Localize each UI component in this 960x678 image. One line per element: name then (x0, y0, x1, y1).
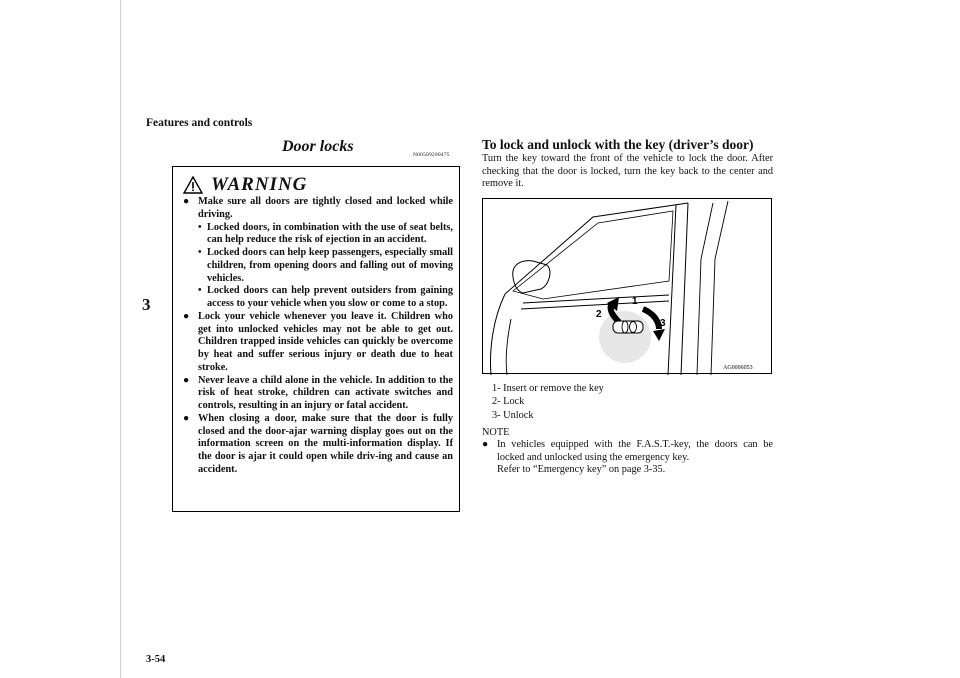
warning-box (172, 166, 460, 512)
running-header: Features and controls (146, 117, 253, 129)
bullet-icon: ● (183, 412, 190, 424)
chapter-tab-number: 3 (142, 295, 151, 314)
figure-legend (492, 382, 604, 422)
warning-body (183, 196, 453, 477)
legend-item: 2- Lock (492, 396, 525, 408)
warning-item (183, 196, 453, 311)
warning-subitem: • Locked doors can help prevent outsiders from gaining access to your vehicle when you slow or come to a stop. (198, 285, 453, 309)
warning-item (183, 413, 453, 477)
legend-item: 1- Insert or remove the key (492, 383, 604, 394)
callout-1: 1 (632, 296, 638, 307)
legend-item: 3- Unlock (492, 409, 534, 421)
warning-subitem-text: Locked doors can help keep passengers, especially small children, from opening doors and falling out of moving vehicles. (207, 247, 453, 284)
warning-subitem: • Locked doors, in combination with the use of seat belts, can help reduce the risk of ejection in an accident. (198, 221, 453, 246)
instruction-paragraph: Turn the key toward the front of the vehicle to lock the door. After checking that the door is locked, turn the key back to the center and remove it. (482, 153, 773, 190)
warning-item (183, 311, 453, 375)
callout-3: 3 (660, 318, 666, 329)
section-code: N00509200475 (413, 152, 450, 158)
note-item-text: In vehicles equipped with the F.A.S.T.-key, the doors can be locked and unlocked using the emergency key. (497, 439, 773, 463)
bullet-icon: ● (183, 310, 190, 322)
note-item (482, 439, 773, 477)
subsection-title: To lock and unlock with the key (driver’s door) (482, 137, 754, 152)
bullet-icon: ● (183, 196, 190, 207)
note-label: NOTE (482, 427, 510, 438)
door-illustration-svg (483, 199, 773, 375)
bullet-icon: ● (183, 374, 190, 386)
warning-label: WARNING (211, 174, 308, 195)
warning-item-text: Never leave a child alone in the vehicle. In addition to the risk of heat stroke, children can activate switches and controls, resulting in an injury or fatal accident. (198, 374, 453, 411)
chapter-tab-line (120, 0, 121, 678)
callout-2: 2 (596, 309, 602, 320)
page-number: 3-54 (146, 654, 166, 665)
section-title: Door locks (282, 138, 354, 155)
note-body (482, 439, 773, 477)
warning-item-text: Make sure all doors are tightly closed and locked while driving. (198, 196, 453, 220)
warning-item-text: Lock your vehicle whenever you leave it. Children who get into unlocked vehicles may not be able to get out. Children trapped inside vehicles can quickly be overcome by heat and suffer serious injury or death due to heat stroke. (198, 310, 453, 373)
figure-code: AG0006053 (723, 365, 753, 371)
warning-heading (183, 173, 307, 197)
warning-subitem-text: Locked doors, in combination with the use of seat belts, can help reduce the risk of ejection in an accident. (207, 221, 453, 246)
door-lock-illustration (482, 198, 772, 374)
note-item-reference: Refer to “Emergency key” on page 3-35. (497, 464, 666, 476)
warning-triangle-icon (183, 176, 203, 194)
warning-item (183, 375, 453, 413)
warning-subitem-text: Locked doors can help prevent outsiders from gaining access to your vehicle when you slow or come to a stop. (207, 285, 453, 309)
warning-item-text: When closing a door, make sure that the door is fully closed and the door-ajar warning display goes out on the information screen on the multi-information display. If the door is ajar it could open while driv-ing and cause an accident. (198, 412, 453, 475)
bullet-icon: ● (482, 439, 489, 450)
warning-subitem: • Locked doors can help keep passengers, especially small children, from opening doors and falling out of moving vehicles. (198, 247, 453, 284)
